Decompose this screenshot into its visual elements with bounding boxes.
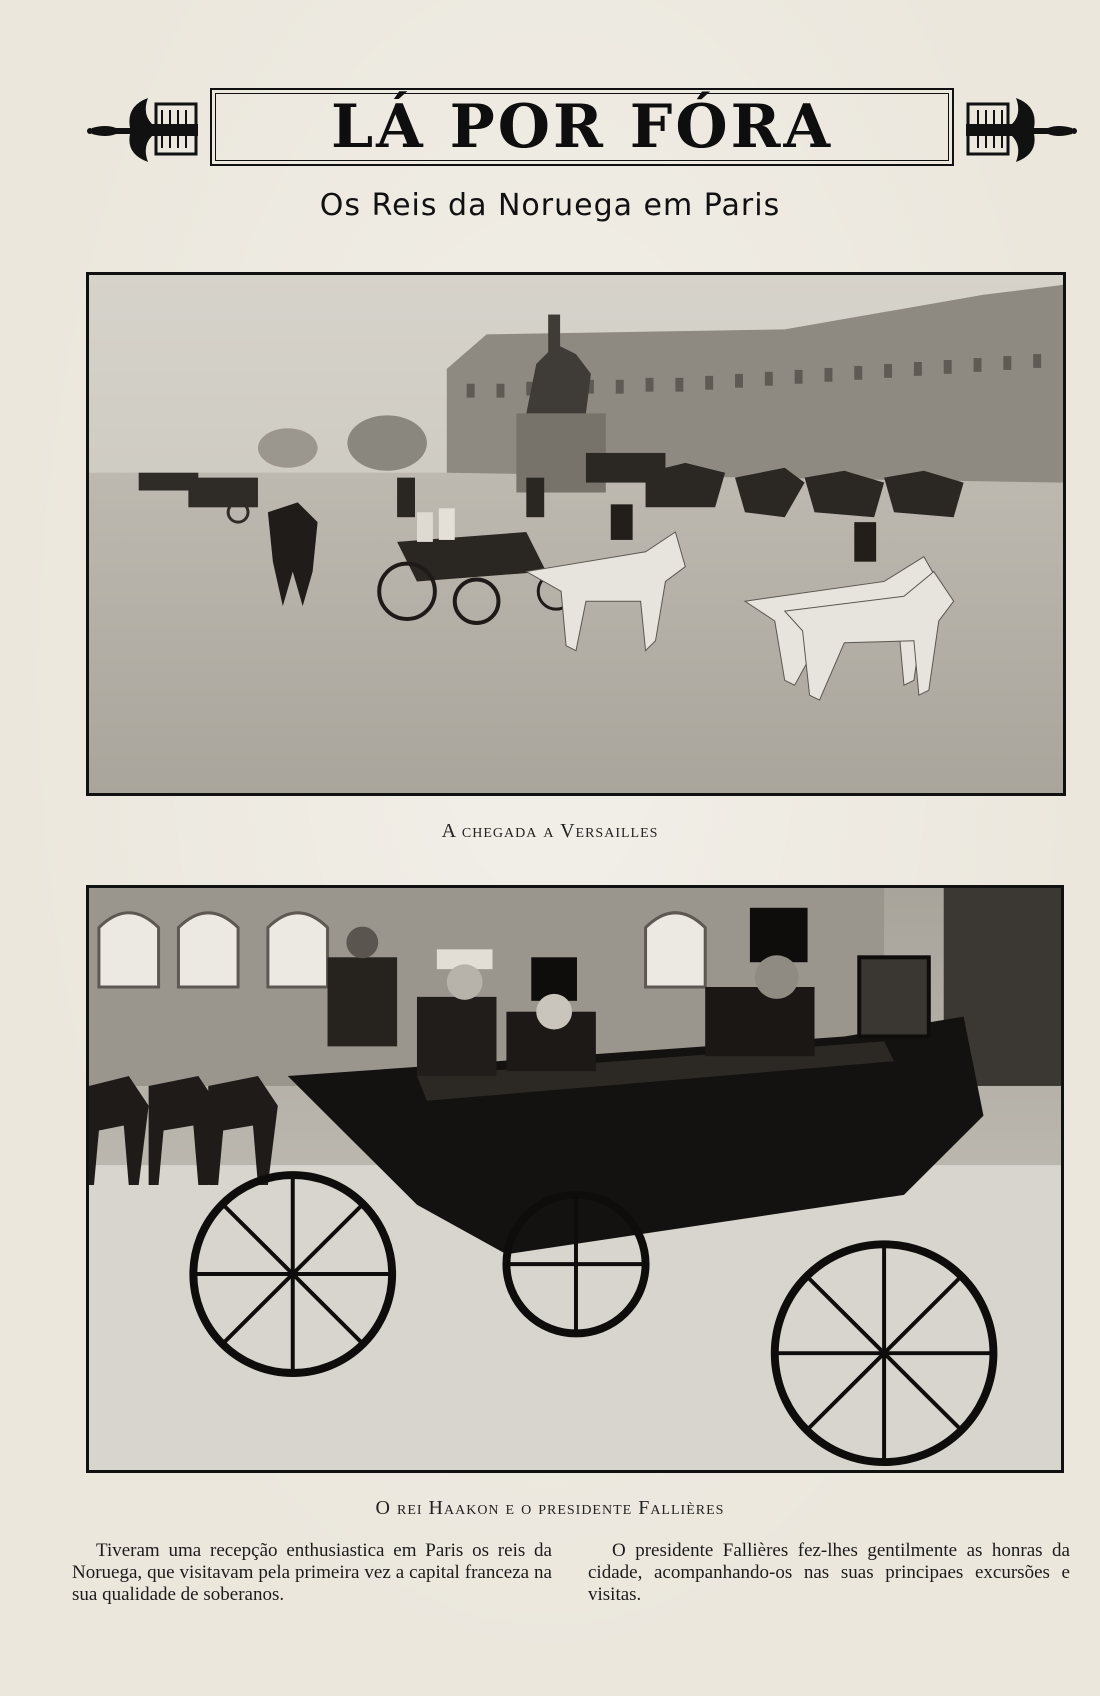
page-title: LÁ POR FÓRA [330, 92, 834, 162]
article-paragraph-right: O presidente Fallières fez-lhes gentilmente as honras da cidade, acompanhando-os nas suas principaes excursões e visitas. [588, 1540, 1070, 1605]
article-subtitle: Os Reis da Noruega em Paris [319, 188, 781, 223]
photo2-caption: O rei Haakon e o presidente Fallières [375, 1497, 725, 1519]
photo1-caption: A chegada a Versailles [441, 820, 659, 842]
photo-arrival-versailles [86, 272, 1066, 796]
photo-carriage-image [89, 888, 1061, 1470]
left-ornament-icon [86, 84, 202, 174]
right-ornament-icon [962, 84, 1078, 174]
masthead [86, 84, 1078, 176]
photo-king-and-president [86, 885, 1064, 1473]
article-paragraph-left: Tiveram uma recepção enthusiastica em Paris os reis da Noruega, que visitavam pela primeira vez a capital franceza na sua qualidade de soberanos. [72, 1540, 552, 1605]
photo-arrival-image [89, 275, 1063, 793]
